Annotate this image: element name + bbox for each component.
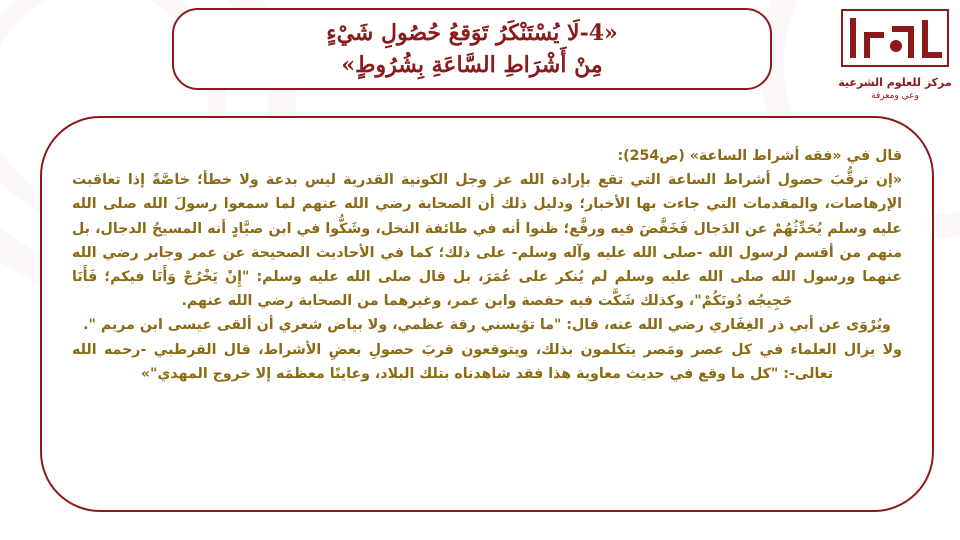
- title-line-2: مِنْ أَشْرَاطِ السَّاعَةِ بِشُرُوطٍ»: [341, 52, 603, 78]
- slide-title-box: [172, 8, 772, 90]
- logo-mark-icon: [840, 6, 950, 68]
- logo-caption: مركز للعلوم الشرعية: [838, 76, 952, 89]
- quote-paragraph-2: ويُرْوَى عن أبي ذر الغِفَاري رضي الله عنه، قال: "ما تؤيسني رقة عظمي، ولا بياض شعري أن ألقى عيسى ابن مريم ".: [83, 317, 891, 334]
- quote-paragraph-3: ولا يزال العلماء في كل عصر ومَصر يتكلمون بذلك، ويتوقعون قربَ حصولِ بعضِ الأشراط، قال القرطبي -رحمه الله تعالى-: "كل ما وقع في حديث معاوية هذا فقد شاهدناه بتلك البلاد، وعاينًا معظمَه إلا خروج المهدي"»: [72, 341, 902, 382]
- quote-paragraph-1: «إن ترقُّبَ حصول أشراط الساعة التي تقع بإرادة الله عز وجل الكونية القدرية ليس بدعة ولا خطأ؛ خاصَّةً إذا تعاقبت الإرهاصات، والمقدمات التي جاءت بها الأخبار؛ ودليل ذلك أن الصحابة رضي الله عنهم لما سمعوا رسولَ الله صلى الله عليه وسلم يُحَدِّثُهُمْ عن الدَجال فَخَفَّضَ فيه ورفَّع؛ ظنوا أنه في طائفة النخل، وشَكُّوا في ابن صيَّادٍ أنه المسيحُ الدجال، بل منهم من أقسم لرسول الله -صلى الله عليه وآله وسلم- على ذلك؛ كما في الأحاديث الصحيحة عن عمر وجابر رضي الله عنهما ورسول الله صلى الله عليه وسلم لم يُنكر على عُمَرَ، بل قال صلى الله عليه وسلم: "إِنْ يَخْرُجْ وَأَنَا فيكم؛ فَأَنَا حَجِيجُه دُونَكُمْ"، وكذلك شَكَّت فيه حفصة وابن عمر، وغيرهما من الصحابة رضي الله عنهم.: [72, 172, 902, 310]
- brand-logo: [834, 6, 956, 116]
- logo-tagline: وعي ومعرفة: [871, 91, 919, 101]
- title-line-1: «4-لَا يُسْتَنْكَرُ تَوَقعُ حُصُولِ شَيْءٍ: [326, 20, 618, 46]
- quote-heading: قال في «فقه أشراط الساعة» (ص254):: [617, 148, 902, 164]
- quote-content-box: [40, 116, 934, 512]
